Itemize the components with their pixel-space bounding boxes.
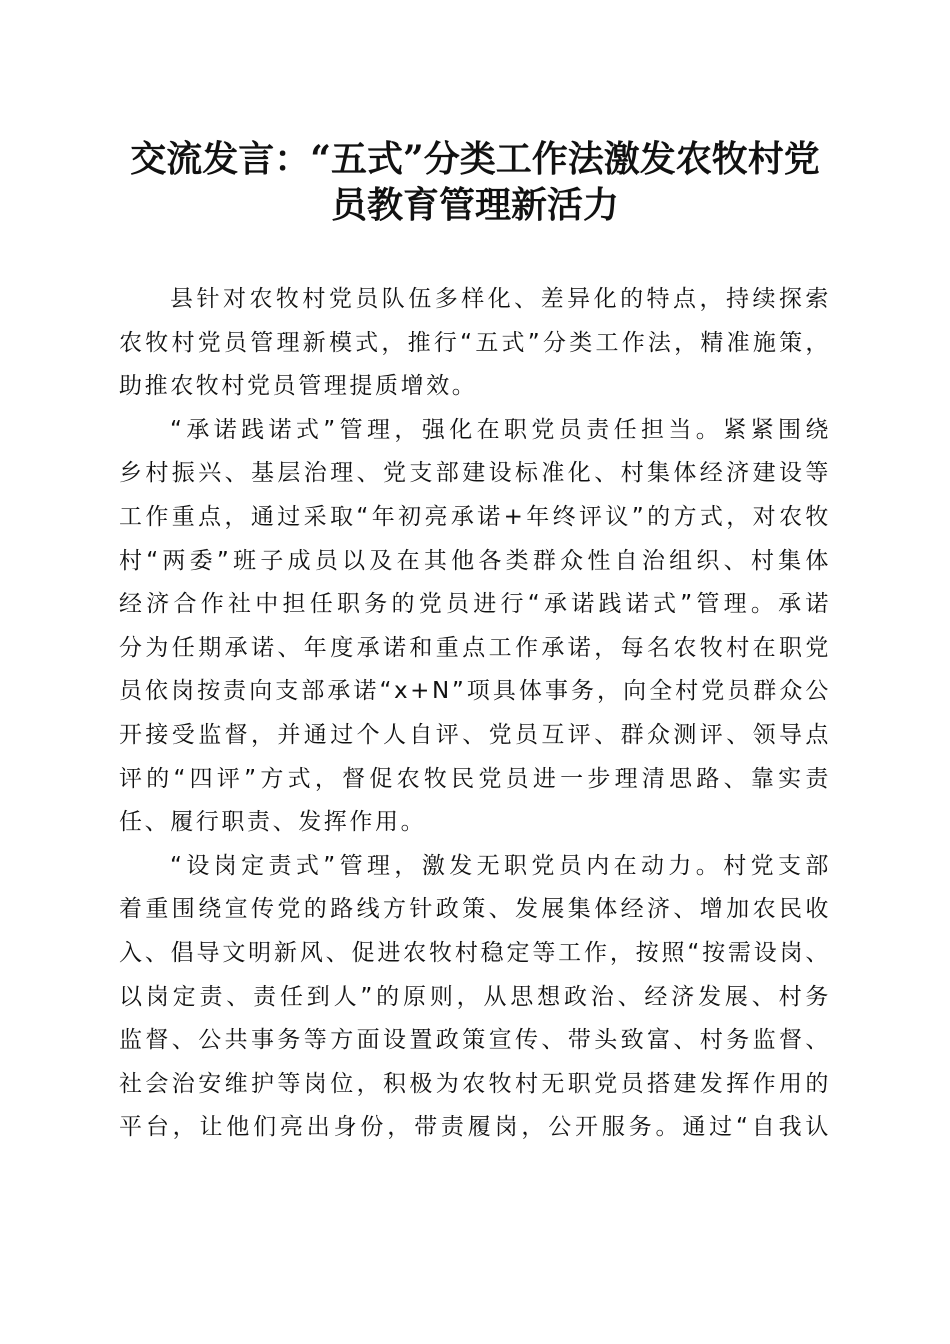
text-line: 入、倡导文明新风、促进农牧村稳定等工作，按照“按需设岗、	[119, 939, 831, 966]
text-line: 评的“四评”方式，督促农牧民党员进一步理清思路、靠实责	[119, 765, 831, 792]
text-line: 乡村振兴、基层治理、党支部建设标准化、村集体经济建设等	[119, 460, 831, 487]
text-line: “承诺践诺式”管理，强化在职党员责任担当。紧紧围绕	[170, 416, 831, 443]
text-line: 以岗定责、责任到人”的原则，从思想政治、经济发展、村务	[119, 983, 831, 1010]
text-line: 助推农牧村党员管理提质增效。	[119, 373, 478, 400]
document-title	[100, 136, 850, 228]
text-line: 平台，让他们亮出身份，带责履岗，公开服务。通过“自我认	[119, 1114, 831, 1141]
text-line: 着重围绕宣传党的路线方针政策、发展集体经济、增加农民收	[119, 896, 831, 923]
title-line: 交流发言：“五式”分类工作法激发农牧村党	[130, 138, 820, 180]
paragraph-intro	[119, 278, 831, 409]
text-line: 村“两委”班子成员以及在其他各类群众性自治组织、村集体	[119, 547, 831, 574]
text-line: 任、履行职责、发挥作用。	[119, 809, 427, 836]
text-line: 农牧村党员管理新模式，推行“五式”分类工作法，精准施策，	[119, 329, 831, 356]
title-line: 员教育管理新活力	[330, 184, 619, 226]
text-line: 分为任期承诺、年度承诺和重点工作承诺，每名农牧村在职党	[119, 634, 831, 661]
document-body	[119, 278, 831, 1150]
text-line: 县针对农牧村党员队伍多样化、差异化的特点，持续探索	[170, 286, 831, 312]
text-line: 社会治安维护等岗位，积极为农牧村无职党员搭建发挥作用的	[119, 1070, 831, 1097]
text-line: 经济合作社中担任职务的党员进行“承诺践诺式”管理。承诺	[119, 591, 831, 618]
paragraph-post-duty	[119, 845, 831, 1150]
text-line: 开接受监督，并通过个人自评、党员互评、群众测评、领导点	[119, 721, 831, 748]
text-line: “设岗定责式”管理，激发无职党员内在动力。村党支部	[170, 852, 831, 879]
text-line: 工作重点，通过采取“年初亮承诺+年终评议”的方式，对农牧	[119, 503, 831, 530]
text-line: 监督、公共事务等方面设置政策宣传、带头致富、村务监督、	[119, 1027, 831, 1054]
paragraph-commitment	[119, 409, 831, 845]
text-line: 员依岗按责向支部承诺“x+N”项具体事务，向全村党员群众公	[119, 678, 831, 705]
